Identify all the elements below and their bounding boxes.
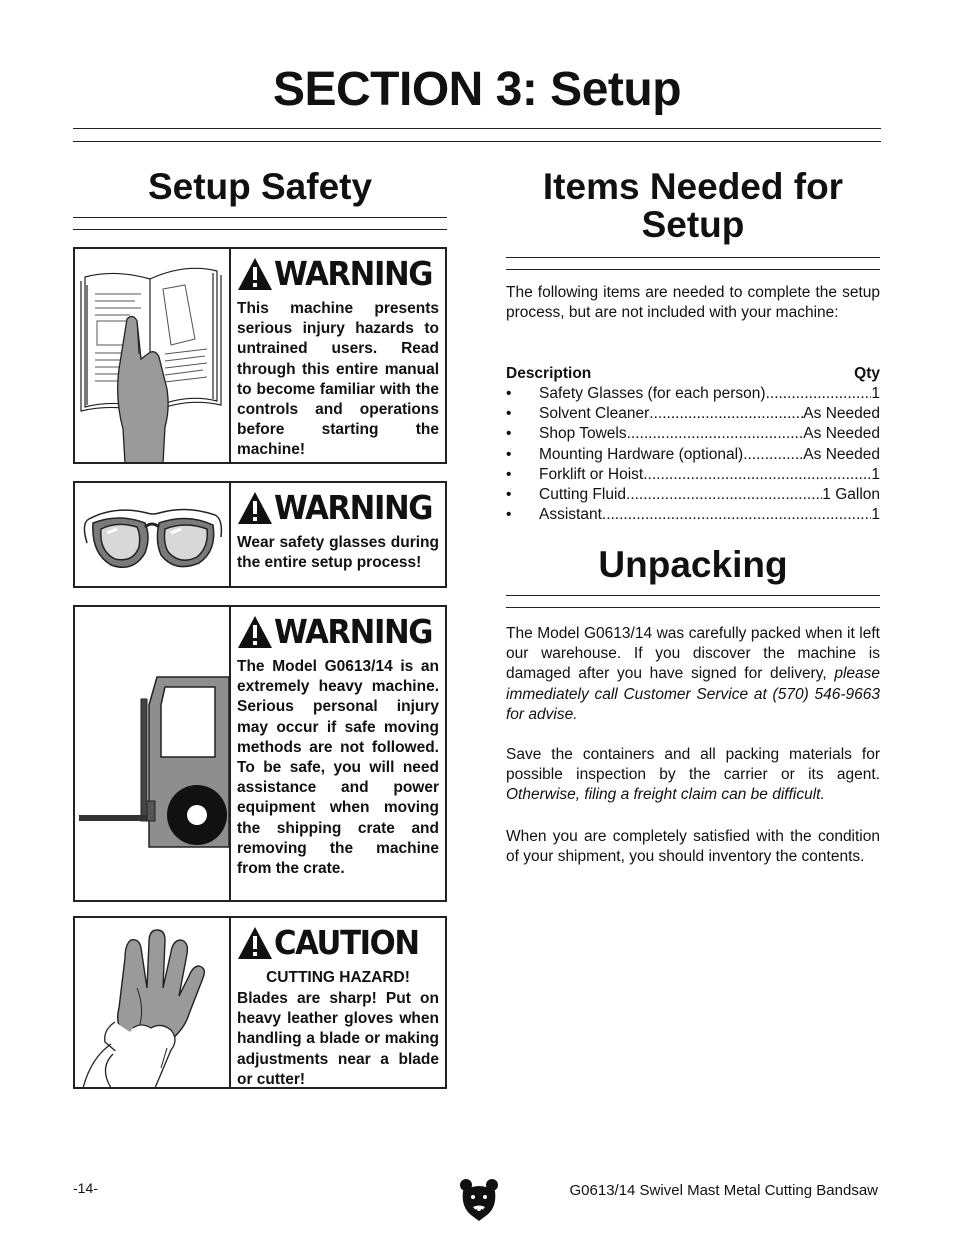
list-item [506, 404, 880, 424]
unpacking-rule-top [506, 595, 880, 596]
unpacking-paragraph-3: When you are completely satisfied with the condition of your shipment, you should inventory the contents. [506, 828, 880, 866]
unpacking-paragraph-1 [506, 624, 880, 725]
list-item [506, 485, 880, 505]
setup-safety-rule-top [73, 217, 447, 218]
items-header-description: Description [506, 365, 592, 382]
item-qty: As Needed [803, 425, 880, 443]
item-description: Shop Towels [539, 425, 627, 443]
page-number: -14- [73, 1180, 98, 1196]
dot-leader [626, 485, 822, 505]
bullet: • [506, 425, 512, 443]
item-qty: 1 Gallon [822, 486, 880, 504]
warning-box-glasses [73, 481, 447, 588]
items-header [506, 364, 880, 384]
unpacking-p1-text: The Model G0613/14 was carefully packed when it left our warehouse. If you discover the machine is damaged after you have signed for delivery, [506, 625, 880, 683]
warning-box-forklift [73, 605, 447, 902]
leather-gloves-illustration [75, 918, 231, 1087]
bullet: • [506, 465, 512, 483]
warning-header [237, 487, 439, 529]
caution-text-gloves: Blades are sharp! Put on heavy leather gloves when handling a blade or making adjustments near a blade or cutter! [237, 990, 439, 1088]
warning-triangle-icon [237, 615, 273, 649]
list-item [506, 384, 880, 404]
list-item [506, 424, 880, 444]
item-description: Assistant [539, 506, 602, 524]
warning-text-manual: This machine presents serious injury hazards to untrained users. Read through this entire manual to become familiar with the controls and operations before starting the machine! [237, 300, 439, 459]
warning-text-glasses: Wear safety glasses during the entire setup process! [237, 534, 439, 572]
warning-header [237, 253, 439, 295]
unpacking-paragraph-2 [506, 745, 880, 806]
list-item [506, 445, 880, 465]
safety-glasses-illustration [75, 483, 231, 586]
setup-safety-rule-bottom [73, 229, 447, 230]
dot-leader [627, 424, 804, 444]
item-description: Safety Glasses (for each person) [539, 385, 766, 402]
dot-leader [743, 445, 803, 465]
warning-label: WARNING [274, 612, 433, 651]
warning-box-manual [73, 247, 447, 464]
item-qty: 1 [871, 465, 880, 483]
warning-triangle-icon [237, 257, 273, 291]
items-intro: The following items are needed to complete the setup process, but are not included with your machine: [506, 284, 880, 322]
item-description: Forklift or Hoist [539, 465, 644, 483]
section-rule-bottom [73, 141, 881, 142]
list-item [506, 465, 880, 485]
item-qty: 1 [871, 385, 880, 402]
warning-text-forklift: The Model G0613/14 is an extremely heavy machine. Serious personal injury may occur if safe moving methods are not followed. To be safe, you will need assistance and power equipment when moving the shipping crate and removing the machine from the crate. [237, 658, 439, 878]
items-list [506, 364, 880, 525]
bullet: • [506, 486, 512, 504]
bullet: • [506, 405, 512, 423]
bullet: • [506, 506, 512, 524]
caution-header [237, 922, 439, 964]
warning-triangle-icon [237, 491, 273, 525]
item-description: Solvent Cleaner [539, 405, 650, 423]
footer-title: G0613/14 Swivel Mast Metal Cutting Bandsaw [569, 1182, 878, 1199]
unpacking-p1-italic: please immediately call Customer Service at (570) 546-9663 for advise. [506, 665, 881, 723]
caution-triangle-icon [237, 926, 273, 960]
forklift-illustration [75, 607, 231, 900]
caution-subtitle: CUTTING HAZARD! [266, 969, 410, 986]
items-needed-title-line1: Items Needed for [542, 166, 844, 207]
unpacking-p2-text: Save the containers and all packing materials for possible inspection by the carrier or its agent. [506, 746, 880, 784]
bear-logo-icon [459, 1177, 499, 1221]
unpacking-rule-bottom [506, 607, 880, 608]
unpacking-title: Unpacking [598, 544, 788, 585]
item-description: Cutting Fluid [539, 486, 627, 504]
warning-label: WARNING [274, 488, 433, 527]
section-rule-top [73, 128, 881, 129]
dot-leader [602, 505, 871, 525]
unpacking-p2-italic: Otherwise, filing a freight claim can be difficult. [506, 786, 825, 804]
caution-label: CAUTION [274, 923, 419, 962]
dot-leader [643, 465, 871, 485]
item-qty: As Needed [803, 405, 880, 423]
item-qty: 1 [871, 506, 880, 524]
warning-header [237, 611, 439, 653]
list-item [506, 505, 880, 525]
read-manual-illustration [75, 249, 231, 462]
items-needed-title [506, 168, 880, 244]
item-description: Mounting Hardware (optional) [539, 445, 744, 463]
items-rule-top [506, 257, 880, 258]
items-needed-title-line2: Setup [641, 204, 745, 245]
dot-leader [649, 404, 803, 424]
bullet: • [506, 445, 512, 463]
warning-label: WARNING [274, 254, 433, 293]
setup-safety-title: Setup Safety [147, 166, 373, 207]
bullet: • [506, 385, 512, 402]
dot-leader [766, 384, 872, 404]
items-rule-bottom [506, 269, 880, 270]
item-qty: As Needed [803, 445, 880, 463]
section-title: SECTION 3: Setup [272, 63, 682, 116]
items-header-qty: Qty [854, 365, 880, 382]
caution-box-gloves [73, 916, 447, 1089]
